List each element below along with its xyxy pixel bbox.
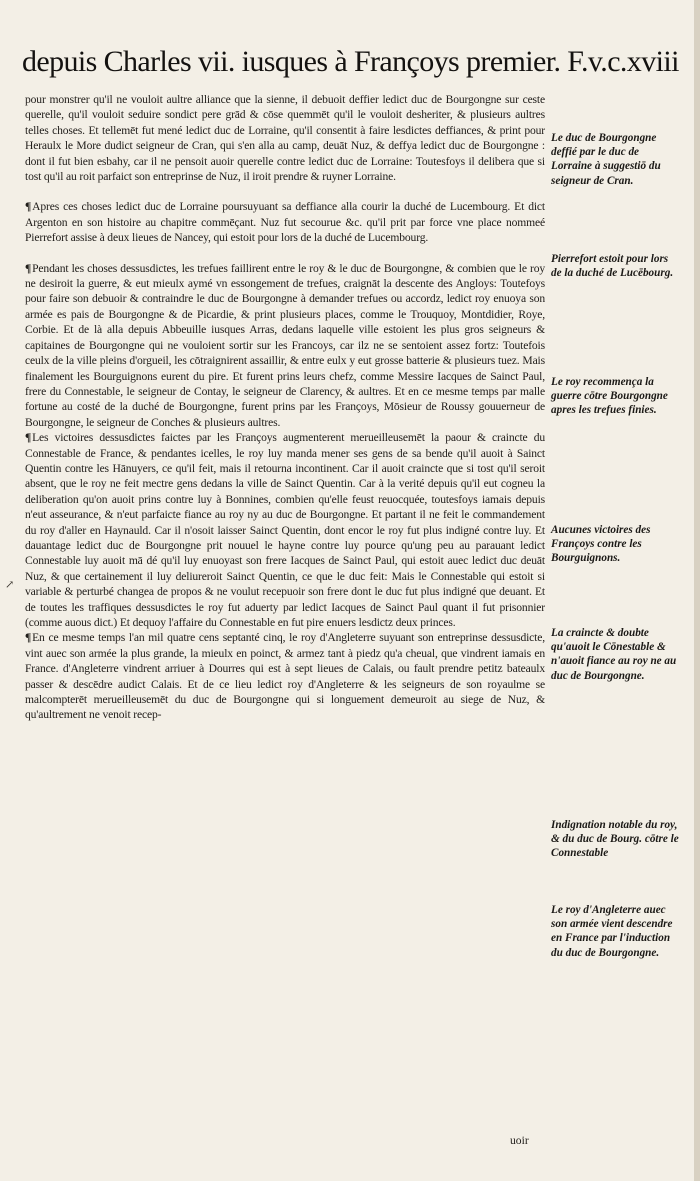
paragraph-1: pour monstrer qu'il ne vouloit aultre alliance que la sienne, il debuoit deffier ledict duc de Bourgongne sur ceste querelle, qu'il vouloit seduire sondict pere grād & cōse quemmēt qu'il le vouloit desheriter, & plusieurs aultres telles choses. Et tellemēt fut mené ledict duc de Lorraine, qu'il consentit à faire lesdictes deffiances, & print pour Heraulx le More dudict seigneur de Cran, qui s'en alla au camp, deuāt Nuz, & deffya ledict duc de Bourgongne : dont il fut bien esbahy, car il ne pensoit auoir querelle contre ledict duc de Lorraine: Toutesfoys il delibera que si tost qu'il au roit parfaict son entreprinse de Nuz, il iroit prendre & ruyner Lorraine. — [25, 93, 545, 184]
paragraph-3-text: Pendant les choses dessusdictes, les trefues faillirent entre le roy & le duc de Bourgongne, & combien que le roy ne desiroit la guerre, & eut mieulx aymé vn essongement de trefues, craignāt la descente des Angloys: Toutefoys pour faire son debuoir & contraindre le duc de Bourgongne à demander trefues ou accordz, ledict roy enuoya son armée es pais de Bourgongne & de Picardie, & print plusieurs places, comme le Trouquoy, Montdidier, Roye, Corbie. Et de là alla depuis Abbeuille iusques Arras, dedans laquelle ville estoient les plus gros seigneurs & capitaines de Bourgongne qui ne vouloient sortir sur les Francoys, car ilz ne se sentoient assez fortz: Toutefois ceulx de la ville pleins d'orgueil, les cōtraignirent assaillir, & entre eulx y eut grosse batterie & plusieurs tuez. Mais finalement les Bourguignons eurent du pire. Et furent prins leurs chefz, comme Messire Iacques de Sainct Paul, frere du Connestable, le seigneur de Contay, le seigneur de Clarency, & aultres. Et en ce mesme temps par malle fortune au costé de la duché de Bourgongne, furent prins par les Françoys, Mōsieur de Roussy gouuerneur de Bourgongne, le seigneur de Conches & plusieurs aultres. — [25, 261, 545, 429]
main-text-column — [25, 92, 545, 723]
pilcrow-icon: ¶ — [25, 200, 32, 214]
margin-note-4: Aucunes victoires des Françoys contre les Bourguignons. — [551, 524, 651, 565]
margin-note-5: La craincte & doubte qu'auoit le Cōnestable & n'auoit fiance au roy ne au duc de Bourgongne. — [551, 627, 677, 682]
paragraph-2-text: Apres ces choses ledict duc de Lorraine poursuyuant sa deffiance alla courir la duché de Lucembourg. Et dict Argenton en son histoire au chapitre commēçant. Nuz fut secourue &c. qu'il prit par force vne place nommeé Pierrefort assise à deux lieues de Nancey, qui estoit pour lors de la duché de Lucembourg. — [25, 200, 545, 245]
paragraph-3 — [25, 261, 545, 430]
paragraph-5-text: En ce mesme temps l'an mil quatre cens septanté cinq, le roy d'Angleterre suyuant son entreprinse dessusdicte, vint auec son armée la plus grande, la mieulx en poinct, & armez tant à piedz qu'a cheual, que vindrent iamais en France. d'Angleterre vindrent arriuer à Dourres qui est à sept lieues de Calais, ou fault prendre petitz bateaulx passer & descēdre audict Calais. Et de ce lieu ledict roy d'Angleterre & les seigneurs de son royaulme se malcompterēt merueilleusemēt du duc de Bourgongne qui si longuement demeuroit au siege de Nuz, & qu'aultrement ne venoit recep- — [25, 631, 545, 722]
side-mark: ↗ — [5, 578, 15, 591]
margin-note-2: Pierrefort estoit pour lors de la duché de Lucēbourg. — [551, 253, 674, 280]
paragraph-4 — [25, 430, 545, 630]
margin-note-3: Le roy recommença la guerre cōtre Bourgongne apres les trefues finies. — [551, 376, 668, 417]
pilcrow-icon: ¶ — [25, 631, 32, 645]
pilcrow-icon: ¶ — [25, 261, 32, 275]
paragraph-4-text: Les victoires dessusdictes faictes par les Françoys augmenterent merueilleusemēt la paour & craincte du Connestable de France, & pendantes icelles, le roy luy manda mener ses gens de sa bende qu'il auoit à Sainct Quentin contre les Hānuyers, ce qu'il feit, mais il retourna incontinent. Car il auoit craincte que si tost qu'il seroit absent, que le roy ne feit mectre gens dedans la ville de Sainct Quentin. Car à la verité depuis qu'il eut cogneu la deliberation qu'on auoit prins contre luy à Bonnines, combien qu'elle feust reuocquée, toutesfoys iamais depuis n'eut asseurance, & n'eut parfaicte fiance au roy ny au duc de Bourgongne. Et partant il ne feit le commandement du roy d'aller en Haynauld. Car il n'osoit laisser Sainct Quentin, dont encor le roy fut plus indigné contre luy. Et dauantage ledict duc de Bourgongne prit nouuel le hayne contre luy pource qu'ung peu au parauant ledict Connestable luy auoit mā dé qu'il luy enuoyast son frere Iacques de Sainct Paul, qui estoit auec ledict duc deuāt Nuz, & que certainement il luy deliureroit Sainct Quentin, ce que le duc feit: Mais le Connestable qui estoit si variable & perturbé changea de propos & ne voulut recepuoir son frere dont le duc fut plus indigné que deuant. Et de toutes les traffiques dessusdictes le roy fut aduerty par ledict Iacques de Sainct Paul quant il fut prisonnier (comme auous dict.) Et dequoy l'affaire du Connestable en fut pire enuers lesdictz deux princes. — [25, 431, 545, 629]
pilcrow-icon: ¶ — [25, 431, 32, 445]
margin-note-7: Le roy d'Angleterre auec son armée vient descendre en France par l'induction du duc de Bourgongne. — [551, 904, 673, 959]
paragraph-5 — [25, 630, 545, 722]
running-title: depuis Charles vii. iusques à Françoys premier. F.v.c.xviii — [22, 45, 679, 78]
page-edge — [694, 0, 700, 1181]
margin-note-6: Indignation notable du roy, & du duc de Bourg. cōtre le Connestable — [551, 819, 679, 860]
paragraph-2 — [25, 199, 545, 245]
catchword: uoir — [510, 1134, 529, 1147]
margin-note-1: Le duc de Bourgongne deffié par le duc de Lorraine à suggestiō du seigneur de Cran. — [551, 132, 661, 187]
